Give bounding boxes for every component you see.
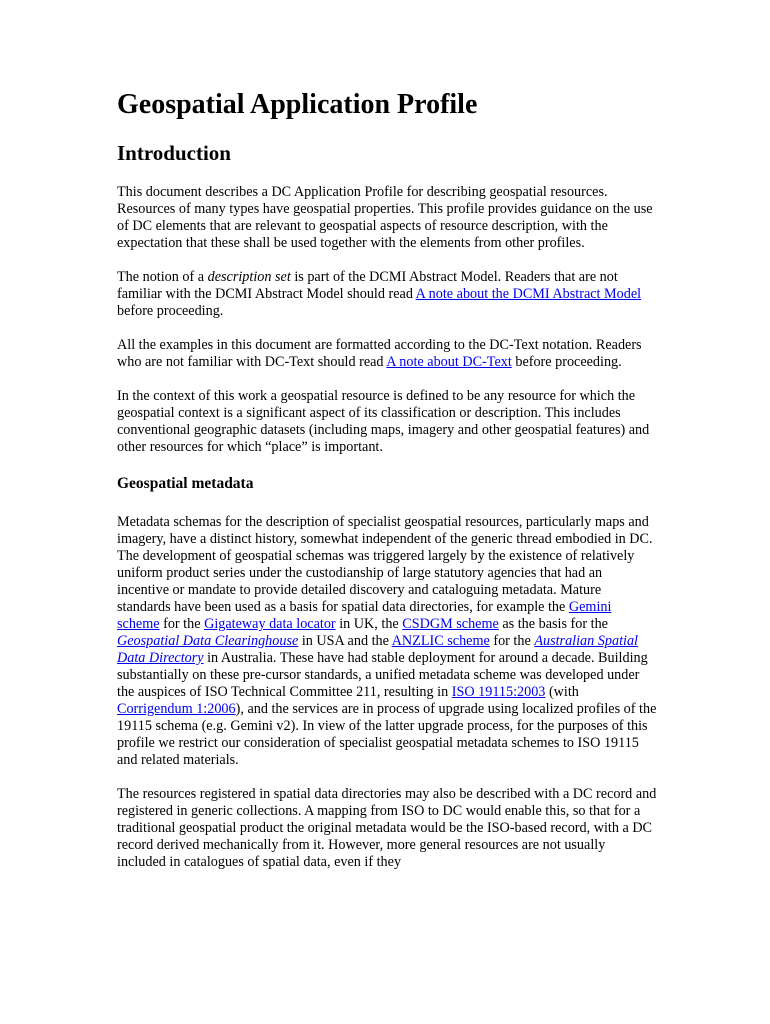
text-span: Metadata schemas for the description of specialist geospatial resources, particularly maps and imagery, have a distinct history, somewhat independent of the generic thread embodied in DC. The development of geospatial schemas was triggered largely by the existence of relatively uniform product series under the custodianship of large statutory agencies that had an incentive or mandate to provide detailed discovery and cataloguing metadata. Mature standards have been used as a basis for spatial data directories, for example the [117,514,653,615]
link-csdgm-scheme[interactable]: CSDGM scheme [402,616,499,632]
intro-paragraph-3 [117,337,657,371]
link-dcmi-abstract-model[interactable]: A note about the DCMI Abstract Model [415,286,642,302]
text-span: before proceeding. [117,303,224,319]
text-span: is part of the DCMI Abstract Model. Readers that are not familiar with the DCMI Abstract Model should read [117,269,618,302]
link-gemini-scheme[interactable]: Gemini scheme [117,599,612,632]
geospatial-metadata-heading: Geospatial metadata [117,475,254,492]
metadata-paragraph-1 [117,514,657,769]
link-iso-19115[interactable]: ISO 19115:2003 [451,684,546,700]
text-span: in UK, the [335,616,403,632]
introduction-heading: Introduction [117,141,231,165]
metadata-paragraph-2: The resources registered in spatial data directories may also be described with a DC record and registered in generic collections. A mapping from ISO to DC would enable this, so that for a traditional geospatial product the original metadata would be the ISO-based record, with a DC record derived mechanically from it. However, more general resources are not usually included in catalogues of spatial data, even if they [117,786,657,870]
link-anzlic-scheme[interactable]: ANZLIC scheme [391,633,490,649]
text-span: ), and the services are in process of upgrade using localized profiles of the 19115 schema (e.g. Gemini v2). In view of the latter upgrade process, for the purposes of this profile we restrict our consideration of specialist geospatial metadata schemes to ISO 19115 and related materials. [117,701,657,768]
text-span: The notion of a [117,269,208,285]
text-span: (with [545,684,579,700]
link-dc-text[interactable]: A note about DC-Text [386,354,512,370]
document-page [117,86,657,871]
intro-paragraph-4: In the context of this work a geospatial resource is defined to be any resource for which the geospatial context is a significant aspect of its classification or description. This includes conventional geographic datasets (including maps, imagery and other geospatial features) and other resources for which “place” is important. [117,388,650,455]
intro-paragraph-1: This document describes a DC Application Profile for describing geospatial resources. Resources of many types have geospatial properties. This profile provides guidance on the use of DC elements that are relevant to geospatial aspects of resource description, with the expectation that these shall be used together with the elements from other profiles. [117,184,653,251]
text-span: in USA and the [298,633,392,649]
text-span: before proceeding. [511,354,622,370]
text-span: as the basis for the [498,616,608,632]
text-span: for the [489,633,535,649]
link-text: Australian Spatial Data Directory [117,633,638,666]
emphasis-description-set: description set [207,269,291,285]
link-gigateway-data-locator[interactable]: Gigateway data locator [204,616,336,632]
link-geospatial-data-clearinghouse[interactable] [117,633,298,649]
link-corrigendum[interactable]: Corrigendum 1:2006 [117,701,236,717]
intro-paragraph-2 [117,269,657,320]
link-text: Geospatial Data Clearinghouse [117,633,299,649]
text-span: All the examples in this document are formatted according to the DC-Text notation. Readers who are not familiar with DC-Text should read [117,337,642,370]
text-span: in Australia. These have had stable deployment for around a decade. Building substantially on these pre-cursor standards, a unified metadata scheme was developed under the auspices of ISO Technical Committee 211, resulting in [117,650,648,700]
page-title: Geospatial Application Profile [117,89,478,120]
text-span: for the [159,616,205,632]
